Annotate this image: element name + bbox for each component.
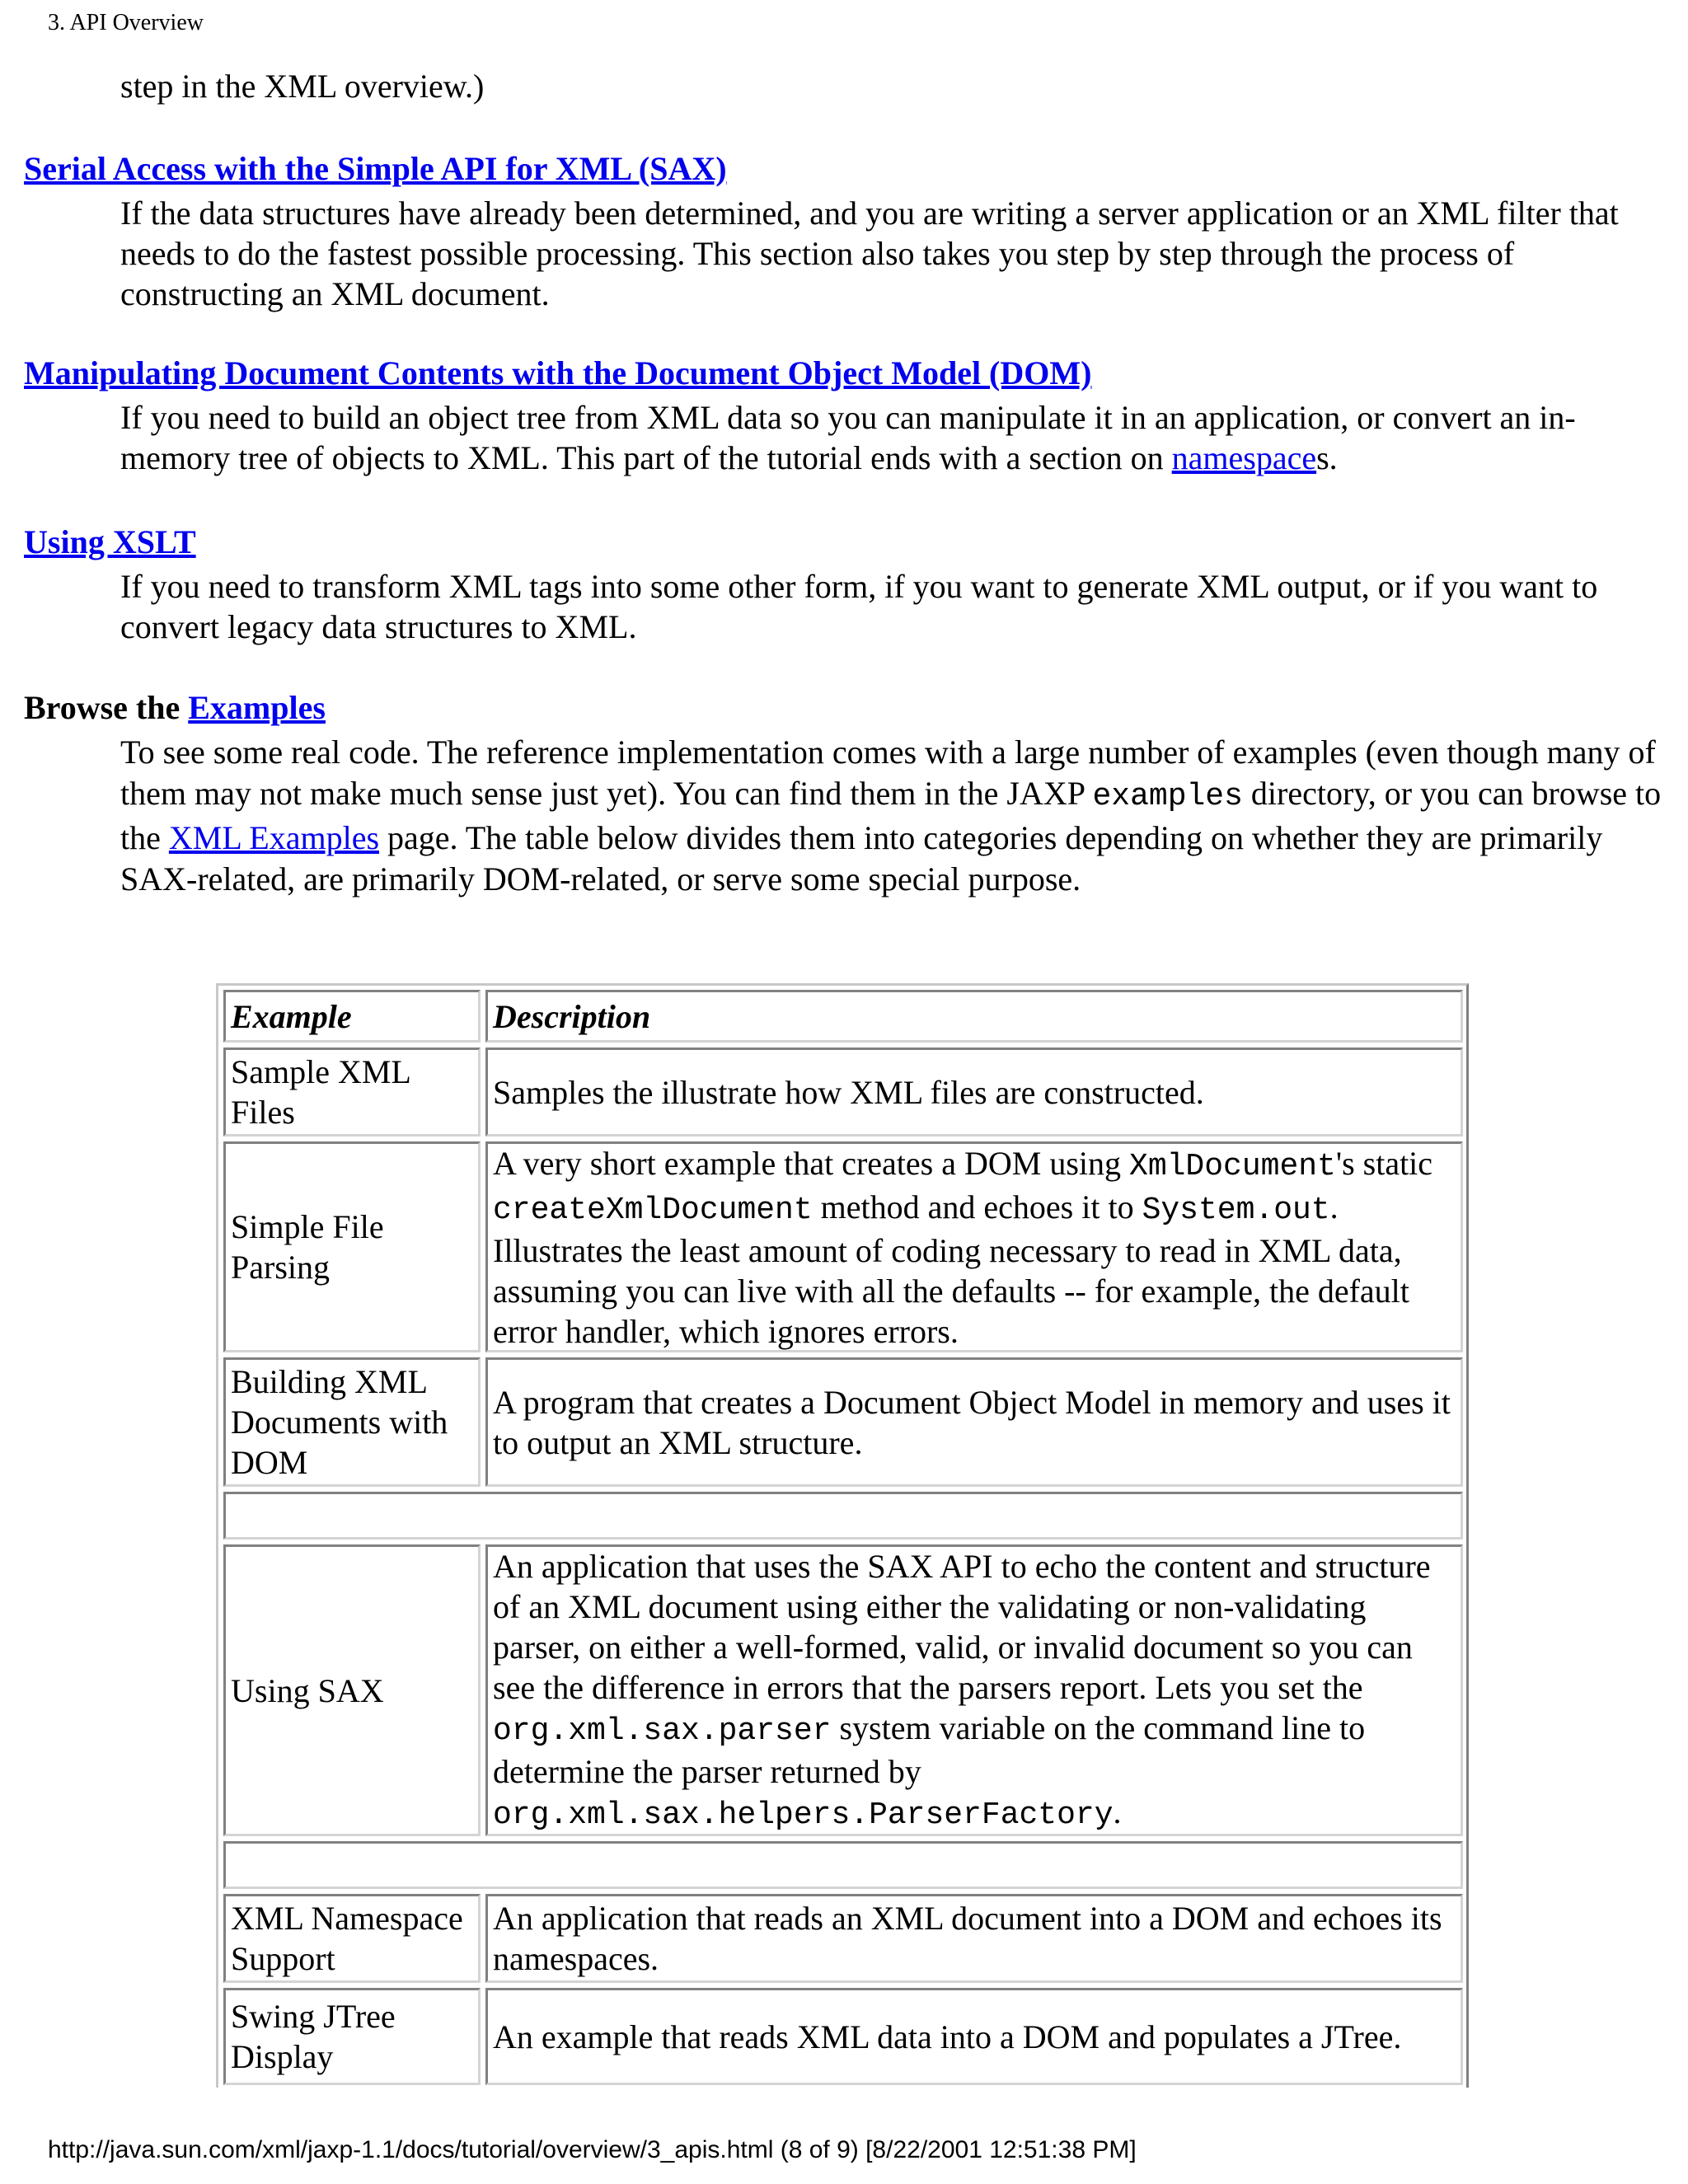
- row-building-dom-example: Building XML Documents with DOM: [223, 1357, 481, 1487]
- row-sample-xml-desc: Samples the illustrate how XML files are constructed.: [485, 1047, 1463, 1137]
- row-simple-parsing-desc: [485, 1141, 1463, 1352]
- col-header-description: Description: [485, 990, 1463, 1043]
- row-namespace-desc: An application that reads an XML document into a DOM and echoes its namespaces.: [485, 1894, 1463, 1983]
- section-dom-desc-before: If you need to build an object tree from XML data so you can manipulate it in an application, or convert an in-memory tree of objects to XML. This part of the tutorial ends with a section on: [120, 399, 1576, 476]
- section-sax-term: [24, 148, 727, 189]
- row-namespace-example: XML Namespace Support: [223, 1894, 481, 1983]
- examples-dir-code: examples: [1092, 779, 1243, 814]
- table-separator-1: [223, 1492, 1463, 1540]
- section-xslt-term: [24, 522, 196, 562]
- col-header-example: Example: [223, 990, 481, 1043]
- parserfactory-code: org.xml.sax.helpers.ParserFactory: [493, 1797, 1114, 1833]
- intro-tail-text: step in the XML overview.): [120, 68, 485, 105]
- row-using-sax-d3: .: [1113, 1793, 1122, 1830]
- row-sample-xml-example: Sample XML Files: [223, 1047, 481, 1137]
- section-dom-link[interactable]: Manipulating Document Contents with the Document Object Model (DOM): [24, 354, 1092, 391]
- browse-desc-2: directory, or you can browse to the: [120, 775, 1662, 856]
- browse-term: [24, 687, 326, 728]
- row-using-sax-desc: [485, 1544, 1463, 1836]
- section-sax-desc: If the data structures have already been determined, and you are writing a server application or an XML filter that needs to do the fastest possible processing. This section also takes you step by step through the process of constructing an XML document.: [120, 194, 1619, 312]
- row-simple-parsing-example: Simple File Parsing: [223, 1141, 481, 1352]
- row-using-sax-d2: system variable on the command line to determine the parser returned by: [493, 1708, 1366, 1790]
- browse-desc-3: page. The table below divides them into categories depending on whether they are primarily SAX-related, are primarily DOM-related, or serve some special purpose.: [120, 819, 1603, 898]
- section-dom-term: [24, 353, 1091, 393]
- section-sax-link[interactable]: Serial Access with the Simple API for XML (SAX): [24, 150, 727, 187]
- examples-link[interactable]: Examples: [188, 689, 326, 726]
- system-out-code: System.out: [1142, 1192, 1330, 1228]
- row-using-sax-d1: An application that uses the SAX API to echo the content and structure of an XML document using either the validating or non-validating parser, on either a well-formed, valid, or invalid document so you can see the difference in errors that the parsers report. Lets you set the: [493, 1547, 1431, 1706]
- browse-desc-1: To see some real code. The reference implementation comes with a large number of examples (even though many of them may not make much sense just yet). You can find them in the JAXP: [120, 733, 1656, 812]
- row-building-dom-desc: A program that creates a Document Object Model in memory and uses it to output an XML structure.: [485, 1357, 1463, 1487]
- xml-examples-link[interactable]: XML Examples: [168, 819, 380, 856]
- row-simple-parsing-d2: 's static: [1335, 1144, 1433, 1182]
- section-xslt-link[interactable]: Using XSLT: [24, 523, 196, 560]
- browse-desc: [120, 732, 1670, 900]
- row-jtree-desc: An example that reads XML data into a DOM and populates a JTree.: [485, 1988, 1463, 2085]
- namespace-link[interactable]: namespace: [1171, 439, 1317, 476]
- row-simple-parsing-d3: method and echoes it to: [812, 1188, 1142, 1226]
- row-simple-parsing-d4: . Illustrates the least amount of coding necessary to read in XML data, assuming you can live with all the defaults -- for example, the default error handler, which ignores errors.: [493, 1188, 1409, 1350]
- xmldocument-code: XmlDocument: [1129, 1148, 1336, 1184]
- page-footer-url: http://java.sun.com/xml/jaxp-1.1/docs/tutorial/overview/3_apis.html (8 of 9) [8/22/2001 12:51:38 PM]: [48, 2136, 1137, 2163]
- section-xslt-desc: If you need to transform XML tags into some other form, if you want to generate XML output, or if you want to convert legacy data structures to XML.: [120, 568, 1598, 645]
- examples-table: [216, 983, 1469, 2088]
- createxmldocument-code: createXmlDocument: [493, 1192, 813, 1228]
- page-header-breadcrumb: 3. API Overview: [48, 10, 204, 35]
- table-separator-2: [223, 1841, 1463, 1889]
- sax-parser-code: org.xml.sax.parser: [493, 1713, 832, 1749]
- row-using-sax-example: Using SAX: [223, 1544, 481, 1836]
- section-dom-desc-after: s.: [1316, 439, 1338, 476]
- section-dom-desc: [120, 397, 1670, 478]
- browse-label: Browse the: [24, 689, 189, 726]
- row-simple-parsing-d1: A very short example that creates a DOM using: [493, 1144, 1130, 1182]
- row-jtree-example: Swing JTree Display: [223, 1988, 481, 2085]
